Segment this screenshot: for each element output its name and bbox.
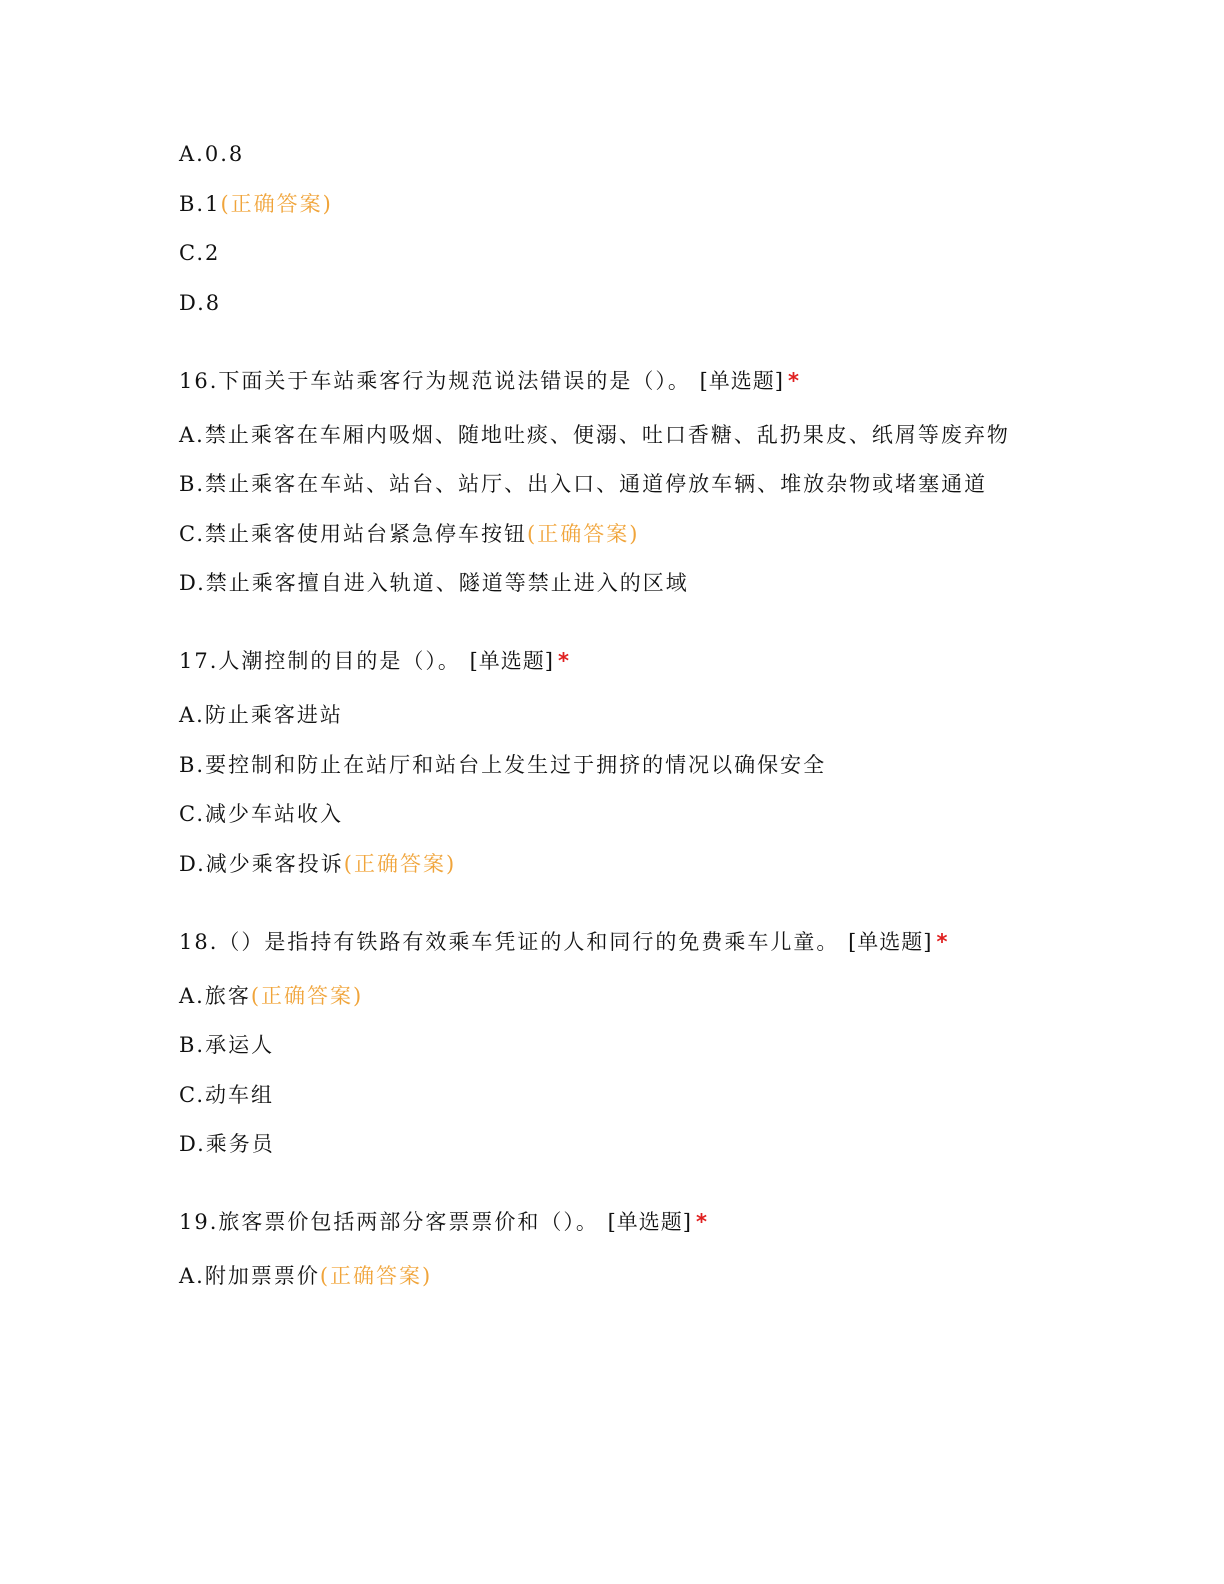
question-block bbox=[179, 928, 1079, 1159]
correct-answer-label: (正确答案) bbox=[343, 851, 457, 876]
required-star: * bbox=[936, 929, 950, 954]
option-text: A.0.8 bbox=[179, 142, 245, 166]
question-title bbox=[179, 1208, 1079, 1236]
question-title bbox=[179, 367, 1079, 395]
option-text: D.乘务员 bbox=[179, 1132, 275, 1156]
continued-options bbox=[179, 140, 1079, 317]
answer-option bbox=[179, 1031, 1079, 1059]
question-type-tag: [单选题] bbox=[469, 649, 554, 673]
option-text: B.1 bbox=[179, 191, 221, 216]
question-block bbox=[179, 367, 1079, 598]
option-text: C.禁止乘客使用站台紧急停车按钮 bbox=[179, 521, 527, 546]
option-text: C.动车组 bbox=[179, 1082, 274, 1107]
continued-question-block bbox=[179, 140, 1079, 317]
answer-option bbox=[179, 850, 1079, 878]
required-star: * bbox=[557, 649, 571, 673]
answer-option bbox=[179, 751, 1079, 779]
answer-option bbox=[179, 190, 1079, 218]
required-star: * bbox=[787, 368, 801, 393]
question-text: 17.人潮控制的目的是（）。 bbox=[179, 649, 461, 673]
option-text: A.禁止乘客在车厢内吸烟、随地吐痰、便溺、吐口香糖、乱扔果皮、纸屑等废弃物 bbox=[179, 422, 1010, 447]
option-text: C.2 bbox=[179, 241, 221, 265]
question-text: 16.下面关于车站乘客行为规范说法错误的是（）。 bbox=[179, 368, 691, 393]
answer-option bbox=[179, 701, 1079, 729]
question-type-tag: [单选题] bbox=[607, 1210, 692, 1234]
correct-answer-label: (正确答案) bbox=[527, 521, 640, 546]
answer-option bbox=[179, 800, 1079, 828]
question-block bbox=[179, 647, 1079, 878]
question-block bbox=[179, 1208, 1079, 1290]
answer-option bbox=[179, 1130, 1079, 1158]
answer-option bbox=[179, 239, 1079, 267]
answer-option bbox=[179, 569, 1079, 597]
correct-answer-label: (正确答案) bbox=[220, 191, 333, 216]
option-text: C.减少车站收入 bbox=[179, 802, 343, 826]
quiz-page bbox=[179, 140, 1079, 1290]
answer-option bbox=[179, 140, 1079, 168]
option-text: A.附加票票价 bbox=[179, 1264, 320, 1288]
correct-answer-label: (正确答案) bbox=[319, 1264, 433, 1288]
question-text: 19.旅客票价包括两部分客票票价和（）。 bbox=[179, 1210, 599, 1234]
question-title bbox=[179, 928, 1079, 956]
option-text: B.承运人 bbox=[179, 1033, 275, 1057]
answer-option bbox=[179, 1262, 1079, 1290]
option-text: D.8 bbox=[179, 290, 222, 315]
option-text: A.防止乘客进站 bbox=[179, 703, 343, 727]
answer-option bbox=[179, 470, 1079, 498]
question-type-tag: [单选题] bbox=[848, 929, 933, 954]
answer-option bbox=[179, 289, 1079, 317]
question-title bbox=[179, 647, 1079, 675]
answer-option bbox=[179, 982, 1079, 1010]
question-text: 18.（）是指持有铁路有效乘车凭证的人和同行的免费乘车儿童。 bbox=[179, 929, 840, 954]
required-star: * bbox=[695, 1210, 709, 1234]
answer-option bbox=[179, 520, 1079, 548]
answer-option bbox=[179, 421, 1079, 449]
correct-answer-label: (正确答案) bbox=[250, 983, 364, 1008]
option-text: A.旅客 bbox=[179, 983, 251, 1008]
option-text: B.禁止乘客在车站、站台、站厅、出入口、通道停放车辆、堆放杂物或堵塞通道 bbox=[179, 472, 988, 496]
question-list bbox=[179, 367, 1079, 1291]
option-text: D.禁止乘客擅自进入轨道、隧道等禁止进入的区域 bbox=[179, 571, 689, 595]
option-text: D.减少乘客投诉 bbox=[179, 851, 344, 876]
option-text: B.要控制和防止在站厅和站台上发生过于拥挤的情况以确保安全 bbox=[179, 752, 827, 777]
question-type-tag: [单选题] bbox=[699, 368, 784, 393]
answer-option bbox=[179, 1081, 1079, 1109]
